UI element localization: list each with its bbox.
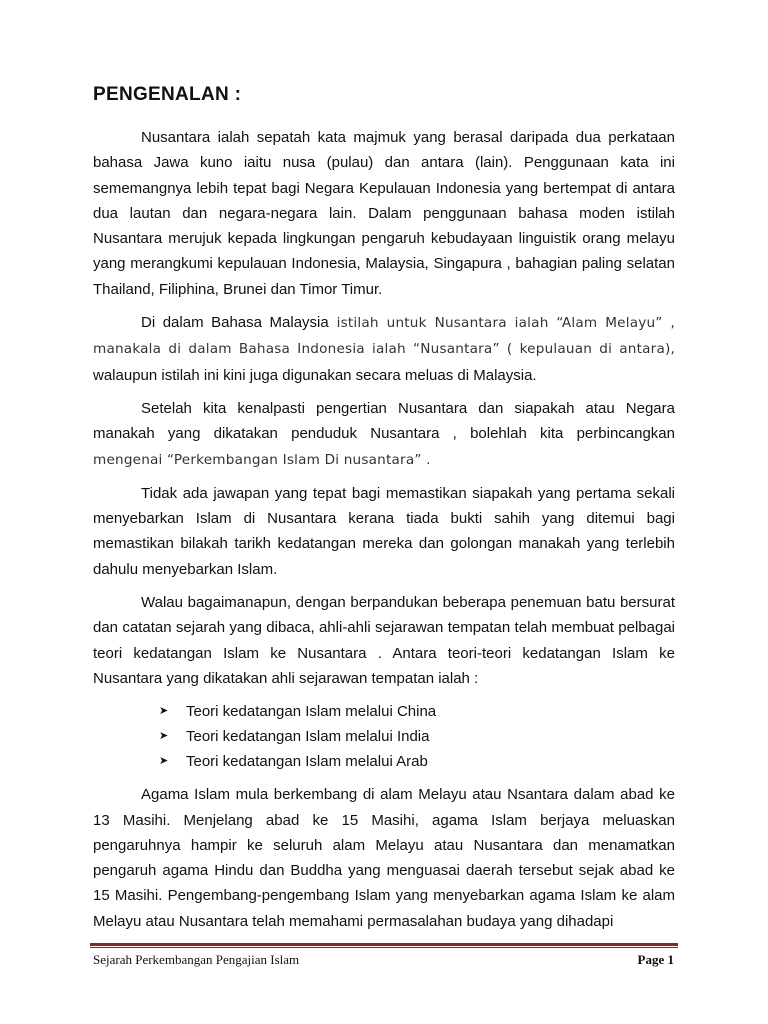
list-item [159,699,675,724]
paragraph-5: Walau bagaimanapun, dengan berpandukan beberapa penemuan batu bersurat dan catatan sejarah yang dibaca, ahli-ahli sejarawan tempatan telah membuat pelbagai teori kedatangan Islam ke Nusantara . Antara teori-teori kedatangan Islam ke Nusantara yang dikatakan ahli sejarawan tempatan ialah : [93,594,675,687]
footer-title: Sejarah Perkembangan Pengajian Islam [93,952,300,967]
page-heading: PENGENALAN : [93,84,242,105]
list-item [159,724,675,749]
paragraph-3 [93,396,675,473]
paragraph-1: Nusantara ialah sepatah kata majmuk yang berasal daripada dua perkataan bahasa Jawa kuno iaitu nusa (pulau) dan antara (lain). Penggunaan kata ini sememangnya lebih tepat bagi Negara Kepulauan Indonesia yang bertempat di antara dua lautan dan negara-negara lain. Dalam penggunaan bahasa moden istilah Nusantara merujuk kepada lingkungan pengaruh kebudayaan linguistik orang melayu yang merangkumi kepulauan Indonesia, Malaysia, Singapura , bahagian paling selatan Thailand, Filiphina, Brunei dan Timor Timur. [93,129,675,298]
paragraph-2-part-c: walaupun istilah ini kini juga digunakan secara meluas di Malaysia. [93,366,537,384]
list-item-text: Teori kedatangan Islam melalui China [186,703,437,721]
paragraph-2-part-a: Di dalam Bahasa Malaysia [141,314,329,332]
document-body [93,125,675,942]
paragraph-3-part-b: mengenai “Perkembangan Islam Di nusantara” . [93,451,431,468]
paragraph-2 [93,310,675,388]
list-item [159,749,675,774]
theory-list [93,699,675,774]
paragraph-4: Tidak ada jawapan yang tepat bagi memastikan siapakah yang pertama sekali menyebarkan Islam di Nusantara kerana tiada bukti sahih yang ditemui bagi memastikan bilakah tarikh kedatangan mereka dan golongan manakah yang terlebih dahulu menyebarkan Islam. [93,484,675,578]
paragraph-3-part-a: Setelah kita kenalpasti pengertian Nusantara dan siapakah atau Negara manakah yang dikatakan penduduk Nusantara , bolehlah kita perbincangkan [93,399,675,443]
arrow-bullet-icon: ➤ [159,705,169,718]
arrow-bullet-icon: ➤ [159,755,169,768]
footer-rule-thin [90,947,678,948]
list-item-text: Teori kedatangan Islam melalui Arab [186,753,428,771]
list-item-text: Teori kedatangan Islam melalui India [186,728,430,746]
paragraph-6: Agama Islam mula berkembang di alam Melayu atau Nsantara dalam abad ke 13 Masihi. Menjelang abad ke 15 Masihi, agama Islam berjaya meluaskan pengaruhnya hampir ke seluruh alam Melayu atau Nusantara dan menamatkan pengaruh agama Hindu dan Buddha yang menguasai daerah tersebut sejak abad ke 15 Masihi. Pengembang-pengembang Islam yang menyebarkan agama Islam ke alam Melayu atau Nusantara telah memahami permasalahan budaya yang dihadapi [93,786,675,930]
paragraph-2-part-b: istilah untuk Nusantara ialah “Alam Melayu” , manakala di dalam Bahasa Indonesia ialah “Nusantara” ( kepulauan di antara), [93,315,675,358]
arrow-bullet-icon: ➤ [159,730,169,743]
page-number: Page 1 [637,952,674,967]
footer-rule [90,943,678,946]
